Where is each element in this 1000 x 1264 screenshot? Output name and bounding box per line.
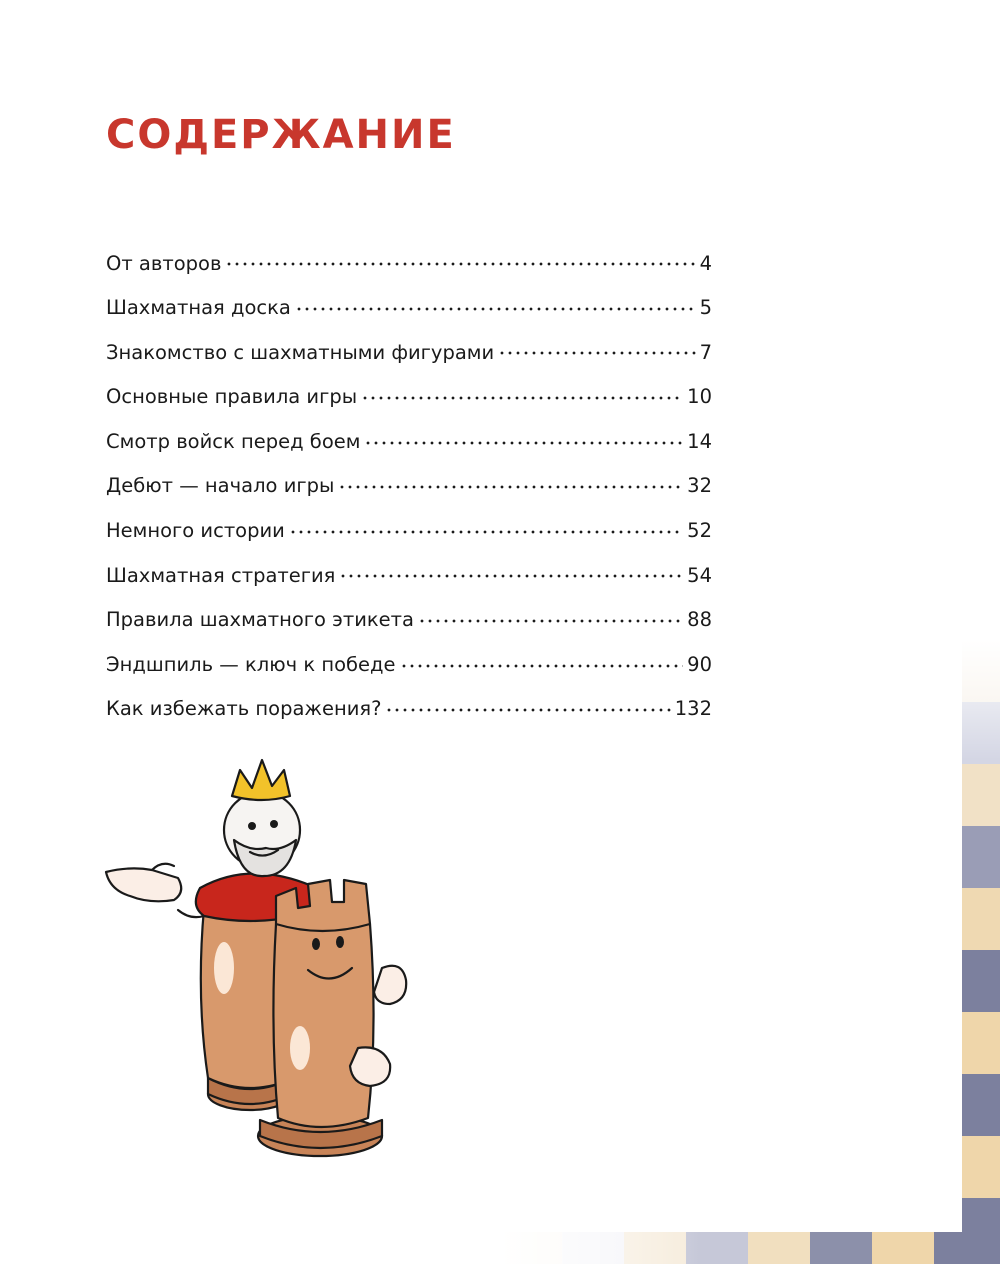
dot-leader: [418, 609, 683, 629]
toc-entry: [106, 562, 712, 607]
toc-entry-page: 7: [699, 340, 712, 364]
king-and-rook-illustration: [100, 748, 440, 1168]
toc-entry-page: 90: [687, 652, 712, 676]
toc-entry-label: Правила шахматного этикета: [106, 608, 414, 632]
toc-entry-label: Дебют — начало игры: [106, 474, 335, 498]
dot-leader: [498, 341, 695, 361]
toc-entry-label: Немного истории: [106, 519, 285, 543]
toc-entry: [106, 339, 712, 384]
toc-entry: [106, 428, 712, 473]
toc-entry: [106, 384, 712, 429]
checkerboard-border: [500, 640, 1000, 1264]
dot-leader: [338, 475, 683, 495]
toc-entry-label: От авторов: [106, 251, 222, 275]
toc-entry: [106, 473, 712, 518]
toc-entry: [106, 250, 712, 295]
toc-entry-label: Основные правила игры: [106, 385, 358, 409]
dot-leader: [295, 297, 696, 317]
dot-leader: [289, 520, 683, 540]
toc-entry-label: Эндшпиль — ключ к победе: [106, 652, 396, 676]
toc-entry-page: 54: [687, 563, 712, 587]
dot-leader: [339, 564, 683, 584]
toc-entry: [106, 295, 712, 340]
toc-entry-page: 14: [687, 429, 712, 453]
toc-entry-label: Смотр войск перед боем: [106, 429, 361, 453]
toc-entry-label: Шахматная доска: [106, 296, 291, 320]
toc-entry-label: Шахматная стратегия: [106, 563, 336, 587]
dot-leader: [364, 430, 683, 450]
page-title: СОДЕРЖАНИЕ: [106, 112, 456, 158]
toc-entry-page: 10: [687, 385, 712, 409]
toc-entry-page: 4: [699, 251, 712, 275]
toc-entry-page: 5: [699, 296, 712, 320]
dot-leader: [225, 252, 695, 272]
toc-entry: [106, 518, 712, 563]
toc-entry-page: 52: [687, 519, 712, 543]
toc-entry-page: 132: [674, 697, 712, 721]
toc-entry-label: Как избежать поражения?: [106, 697, 382, 721]
toc-entry-label: Знакомство с шахматными фигурами: [106, 340, 495, 364]
dot-leader: [361, 386, 683, 406]
toc-entry-page: 88: [687, 608, 712, 632]
toc-entry-page: 32: [687, 474, 712, 498]
